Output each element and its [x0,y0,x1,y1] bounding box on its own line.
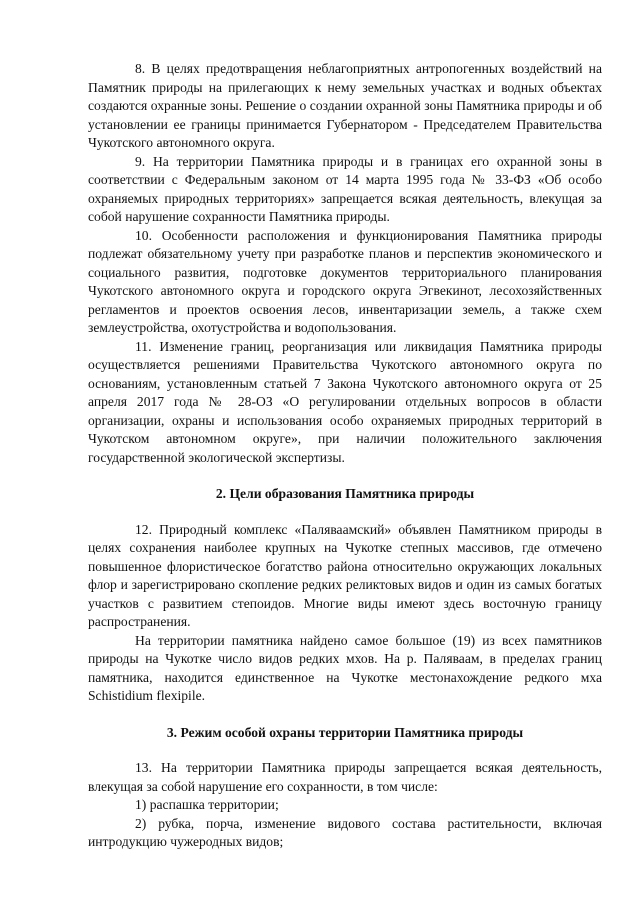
paragraph-8: 8. В целях предотвращения неблагоприятных антропогенных воздействий на Памятник природы на прилегающих к нему земельных участках и водных объектах создаются охранные зоны. Решение о создании охранной зоны Памятника природы и об установлении ее границы принимается Губернатором - Председателем Правительства Чукотского автономного округа. [88,61,602,150]
paragraph-9: 9. На территории Памятника природы и в границах его охранной зоны в соответствии с Федеральным законом от 14 марта 1995 года № 33-ФЗ «Об особо охраняемых природных территориях» запрещается всякая деятельность, влекущая за собой нарушение сохранности Памятника природы. [88,153,602,224]
section-2-title: 2. Цели образования Памятника природы [215,486,475,501]
section-3-title: 3. Режим особой охраны территории Памятника природы [166,724,524,740]
paragraph-10: 10. Особенности расположения и функционирования Памятника природы подлежат обязательному учету при разработке планов и перспектив экономического и социального развития, подготовке документов территориального планирования Чукотского автономного округа и городского округа Эгвекинот, лесохозяйственных регламентов и проектов освоения лесов, инвентаризации земель, а также схем землеустройства, охотустройства и водопользования. [88,227,602,335]
list-item-1: 1) распашка территории; [135,797,279,812]
paragraph-11: 11. Изменение границ, реорганизация или ликвидация Памятника природы осуществляется решениями Правительства Чукотского автономного округа по основаниям, установленным статьей 7 Закона Чукотского автономного округа от 25 апреля 2017 года № 28-ОЗ «О регулировании отдельных вопросов в области организации, охраны и использования особо охраняемых природных территорий в Чукотском автономном округе», при наличии положительного заключения государственной экологической экспертизы. [88,338,602,465]
list-item-2: 2) рубка, порча, изменение видового состава растительности, включая интродукцию чужеродных видов; [88,815,602,849]
paragraph-13: 13. На территории Памятника природы запрещается всякая деятельность, влекущая за собой нарушение его сохранности, в том числе: [88,760,602,794]
paragraph-12: 12. Природный комплекс «Паляваамский» объявлен Памятником природы в целях сохранения наиболее крупных на Чукотке степных массивов, где отмечено повышенное флористическое богатство района относительно окружающих локальных флор и зарегистрировано скопление редких реликтовых видов и один из самых богатых участков с развитием степоидов. Многие виды имеют здесь восточную границу распространения. [88,521,602,629]
paragraph-bryophytes: На территории памятника найдено самое большое (19) из всех памятников природы на Чукотке число видов редких мхов. На р. Паляваам, в пределах границ памятника, находится единственное на Чукотке местонахождение редкого мха Schistidium flexipile. [88,632,602,703]
